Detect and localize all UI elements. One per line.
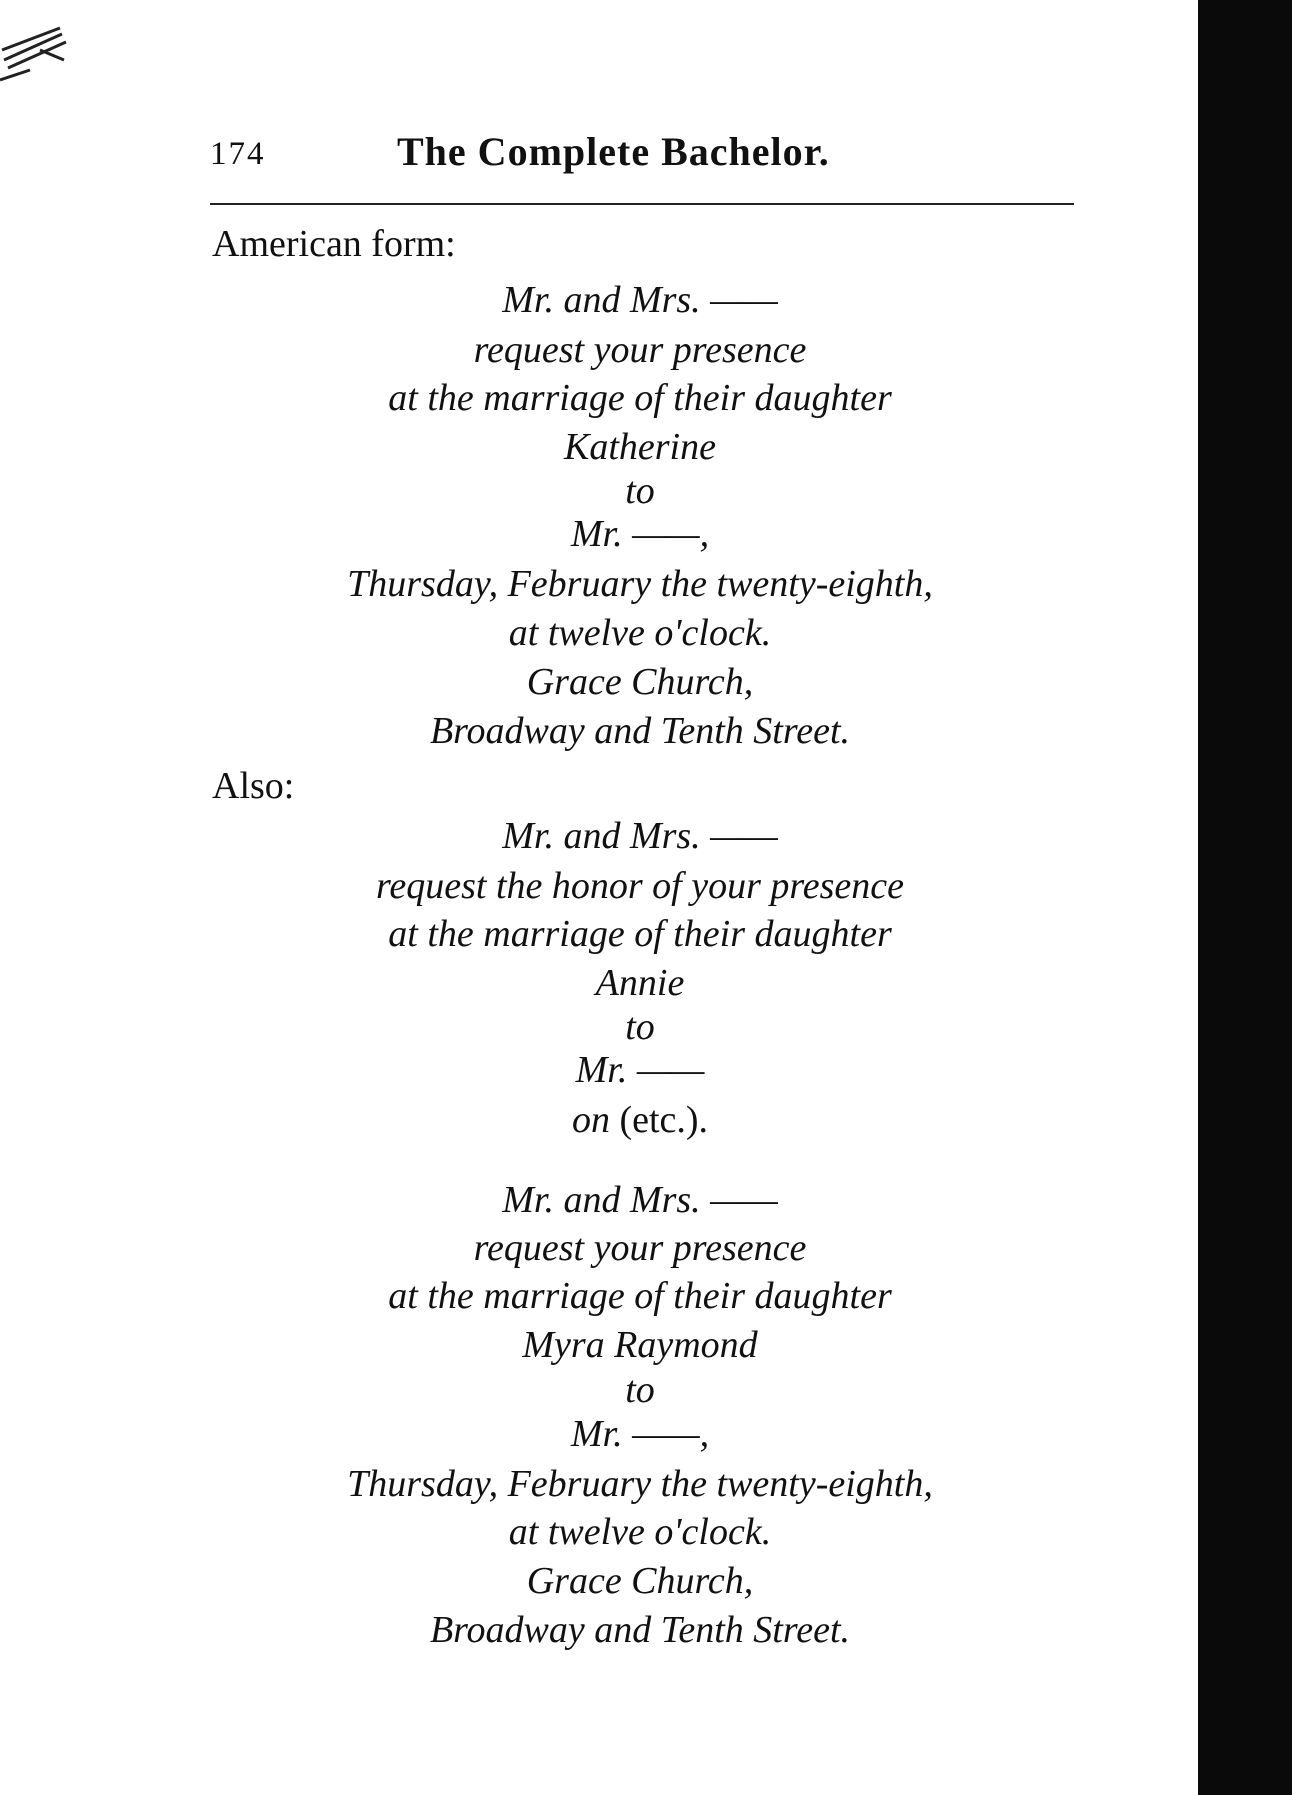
- invitation-line: Mr. ——,: [570, 1413, 710, 1455]
- invitation-line: to: [625, 1369, 655, 1411]
- invitation-line: Mr. ——,: [570, 513, 710, 555]
- invitation-line: Annie: [595, 962, 685, 1004]
- invitation-etc: (etc.).: [609, 1099, 709, 1141]
- invitation-line: Mr. and Mrs. ——: [502, 1179, 778, 1221]
- invitation-line: request the honor of your presence: [375, 865, 904, 907]
- section-label-american: American form:: [212, 223, 456, 265]
- invitation-line: Grace Church,: [526, 661, 754, 703]
- invitation-line: Thursday, February the twenty-eighth,: [347, 1463, 933, 1505]
- scan-edge-shadow: [1198, 0, 1292, 1795]
- invitation-word-on: on: [571, 1099, 610, 1141]
- invitation-line: Mr. and Mrs. ——: [502, 815, 778, 857]
- invitation-line: Katherine: [564, 426, 716, 468]
- invitation-line: at twelve o'clock.: [508, 612, 772, 654]
- invitation-line: to: [625, 1006, 655, 1048]
- invitation-line: at the marriage of their daughter: [388, 377, 892, 419]
- invitation-line: Mr. and Mrs. ——: [502, 279, 778, 321]
- invitation-line: request your presence: [473, 329, 807, 371]
- header-rule: [210, 203, 1074, 205]
- invitation-line: request your presence: [473, 1227, 807, 1269]
- invitation-line: Broadway and Tenth Street.: [429, 710, 851, 752]
- invitation-line: Thursday, February the twenty-eighth,: [347, 563, 933, 605]
- invitation-line: Broadway and Tenth Street.: [429, 1609, 851, 1651]
- invitation-line: at the marriage of their daughter: [388, 913, 892, 955]
- page-number: 174: [210, 136, 266, 172]
- corner-smudge-icon: [0, 20, 70, 90]
- running-title: The Complete Bachelor.: [397, 129, 830, 174]
- invitation-line: at twelve o'clock.: [508, 1511, 772, 1553]
- section-label-also: Also:: [212, 765, 295, 807]
- invitation-line: Grace Church,: [526, 1560, 754, 1602]
- invitation-line: Myra Raymond: [522, 1324, 758, 1366]
- invitation-line: [200, 1096, 1080, 1144]
- invitation-line: Mr. ——: [575, 1049, 705, 1091]
- invitation-line: at the marriage of their daughter: [388, 1275, 892, 1317]
- invitation-line: to: [625, 470, 655, 512]
